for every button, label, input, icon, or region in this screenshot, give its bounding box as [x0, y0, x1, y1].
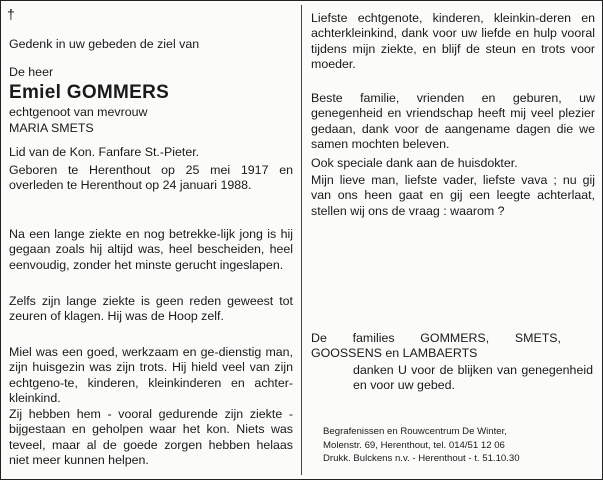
families-line: De families GOMMERS, SMETS, GOOSSENS en LAMBAERTS [311, 331, 561, 361]
paragraph-2: Zelfs zijn lange ziekte is geen reden geweest tot zeuren of klagen. Hij was de Hoop zelf. [9, 294, 293, 324]
footer-line-1: Begrafenissen en Rouwcentrum De Winter, [323, 426, 507, 437]
intro-line: Gedenk in uw gebeden de ziel van [9, 37, 200, 51]
column-divider [301, 5, 302, 475]
footer-line-2: Molenstr. 69, Herenthout, tel. 014/51 12 06 [323, 439, 505, 451]
paragraph-4: Zij hebben hem - vooral gedurende zijn ziekte - bijgestaan en geholpen waar het kon. Niets was teveel, maar al de goede zorgen hebben helaas niet meer kunnen helpen. [9, 407, 293, 468]
thanks-line: danken U voor de blijken van genegenheid en voor uw gebed. [353, 363, 593, 393]
paragraph-3: Miel was een goed, werkzaam en ge-dienstig man, zijn huisgezin was zijn trots. Hij hield veel van zijn echtgeno-te, kinderen, kleinkinderen en achter-kleinkind. [9, 345, 293, 406]
funeral-footer [323, 425, 595, 466]
title-line: De heer [9, 65, 54, 79]
farewell-family: Liefste echtgenote, kinderen, kleinkin-deren en achterkleinkind, dank voor uw liefde en hulp vooral tijdens mijn ziekte, en blijf de steun en trots voor moeder. [311, 11, 595, 72]
footer-line-3: Drukk. Bulckens n.v. - Herenthout - t. 51.10.30 [323, 453, 520, 465]
membership-line: Lid van de Kon. Fanfare St.-Pieter. [9, 145, 200, 159]
spouse-label: echtgenoot van mevrouw [9, 105, 148, 119]
thanks-doctor: Ook speciale dank aan de huisdokter. [311, 156, 518, 170]
birth-death-text: Geboren te Herenthout op 25 mei 1917 en overleden te Herenthout op 24 januari 1988. [9, 163, 293, 193]
spouse-name: MARIA SMETS [9, 121, 94, 135]
cross-symbol: † [7, 6, 15, 22]
farewell-friends: Beste familie, vrienden en geburen, uw genegenheid en vriendschap heeft mij veel plezier gedaan, dank voor de aangename dagen die we samen mochten beleven. [311, 91, 595, 152]
family-question: Mijn lieve man, liefste vader, liefste vava ; nu gij van ons heen gaat en gij een leegte achterlaat, stellen wij ons de vraag : waarom ? [311, 173, 595, 218]
deceased-name: Emiel GOMMERS [9, 82, 170, 103]
paragraph-1: Na een lange ziekte en nog betrekke-lijk jong is hij gegaan zoals hij altijd was, heel bescheiden, heel eenvoudig, zonder het minste gerucht ingeslapen. [9, 227, 293, 272]
